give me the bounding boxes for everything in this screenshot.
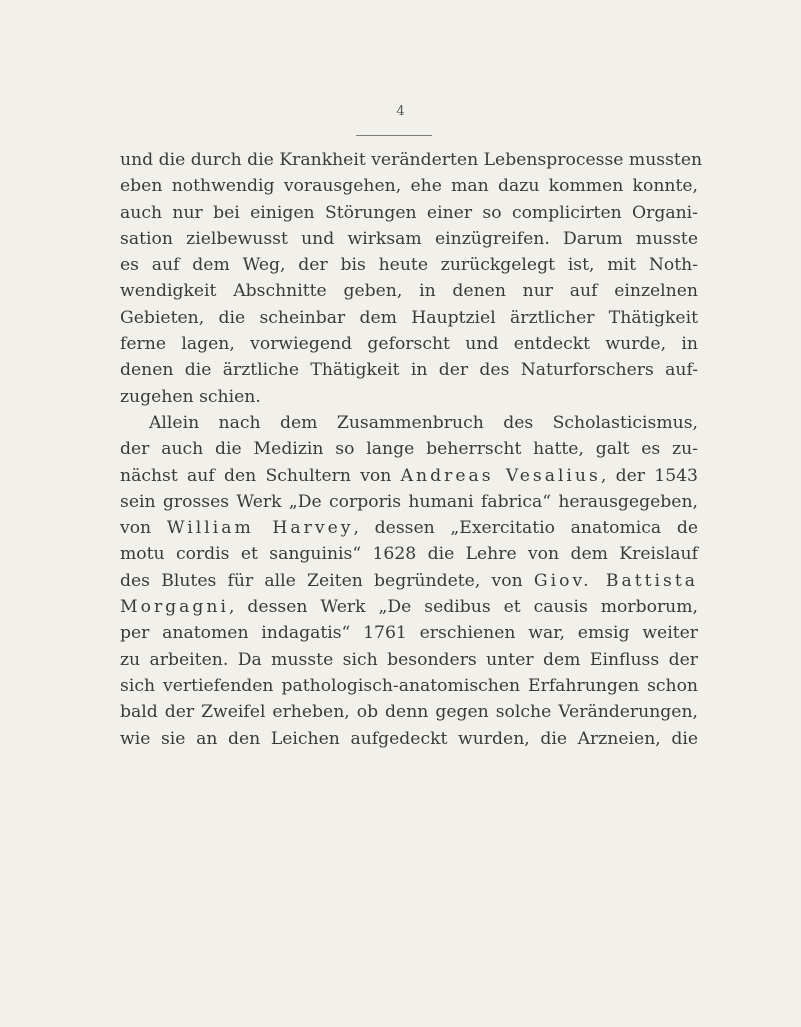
- text-line: [120, 463, 698, 489]
- text-fragment: nächst auf den Schultern von: [120, 465, 392, 486]
- person-name: Andreas Vesalius: [400, 465, 601, 486]
- body-text: [120, 147, 703, 752]
- text-line: sich vertiefenden pathologisch-anatomischen Erfahrungen schon: [120, 675, 698, 696]
- text-line: zu arbeiten. Da musste sich besonders unter dem Einfluss der: [120, 649, 698, 670]
- text-line: es auf dem Weg, der bis heute zurückgelegt ist, mit Noth-: [120, 255, 698, 276]
- person-name: Giov. Battista: [533, 570, 698, 591]
- text-line: sein grosses Werk „De corporis humani fabrica“ herausgegeben,: [120, 491, 698, 512]
- text-line: Allein nach dem Zusammenbruch des Scholasticismus,: [149, 412, 698, 433]
- page-number: 4: [396, 104, 405, 119]
- text-line: eben nothwendig vorausgehen, ehe man dazu kommen konnte,: [120, 176, 698, 197]
- text-line: wie sie an den Leichen aufgedeckt wurden, die Arzneien, die: [120, 728, 698, 749]
- text-line: denen die ärztliche Thätigkeit in der des Naturforschers auf-: [120, 360, 698, 381]
- text-line: wendigkeit Abschnitte geben, in denen nur auf einzelnen: [120, 281, 698, 302]
- text-fragment: , dessen Werk „De sedibus et causis morborum,: [228, 597, 698, 618]
- text-line: bald der Zweifel erheben, ob denn gegen solche Veränderungen,: [120, 702, 698, 723]
- header-rule: [356, 135, 432, 136]
- text-line: sation zielbewusst und wirksam einzügreifen. Darum musste: [120, 228, 698, 249]
- person-name: Morgagni: [120, 597, 229, 618]
- text-line: und die durch die Krankheit veränderten Lebensprocesse mussten: [120, 150, 703, 170]
- text-line: der auch die Medizin so lange beherrscht hatte, galt es zu-: [120, 439, 698, 460]
- text-line: motu cordis et sanguinis“ 1628 die Lehre von dem Kreislauf: [120, 544, 698, 565]
- text-fragment: des Blutes für alle Zeiten begründete, von: [120, 570, 523, 591]
- text-fragment: von: [120, 518, 152, 539]
- text-line: ferne lagen, vorwiegend geforscht und entdeckt wurde, in: [120, 334, 698, 355]
- text-line: auch nur bei einigen Störungen einer so complicirten Organi-: [120, 202, 698, 223]
- text-line: zugehen schien.: [120, 386, 261, 407]
- text-line: Gebieten, die scheinbar dem Hauptziel ärztlicher Thätigkeit: [120, 307, 698, 328]
- text-line: [120, 594, 698, 620]
- text-line: per anatomen indagatis“ 1761 erschienen war, emsig weiter: [120, 623, 698, 644]
- person-name: William Harvey: [166, 518, 354, 539]
- text-fragment: , dessen „Exercitatio anatomica de: [353, 518, 699, 539]
- text-line: [120, 515, 698, 541]
- text-fragment: , der 1543: [600, 465, 698, 486]
- text-line: [120, 568, 698, 594]
